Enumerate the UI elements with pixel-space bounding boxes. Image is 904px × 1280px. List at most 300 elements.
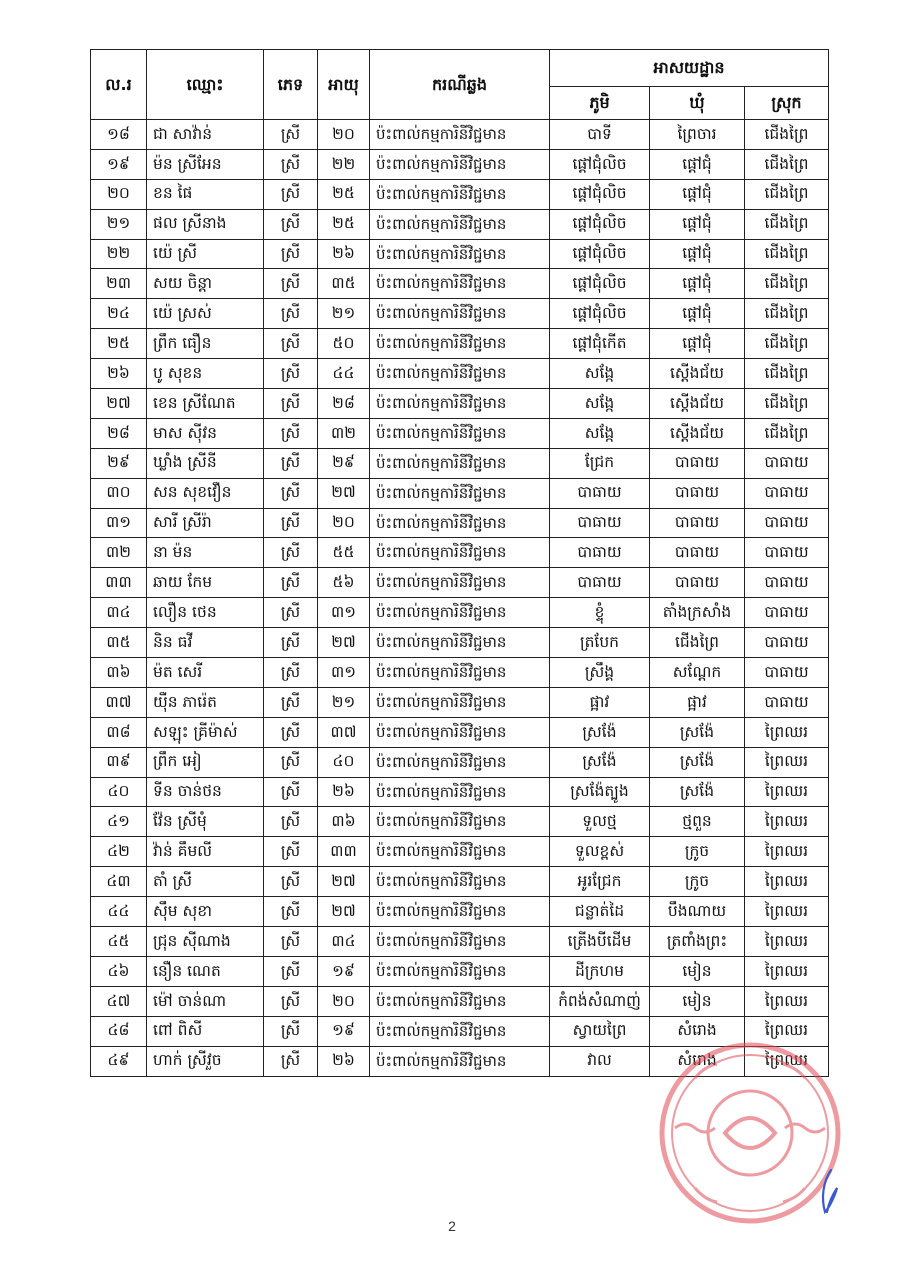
table-row — [91, 359, 829, 389]
cell-commune: ស្រង៉ែ — [650, 777, 745, 807]
cell-commune: សំរោង — [650, 1016, 745, 1046]
cell-case: ប៉ះពាល់កម្មការិនីវិជ្ជមាន — [370, 956, 550, 986]
cell-village: វាល — [550, 1046, 650, 1076]
cell-no: ១៨ — [91, 120, 147, 150]
cell-commune: បាធាយ — [650, 568, 745, 598]
cell-case: ប៉ះពាល់កម្មការិនីវិជ្ជមាន — [370, 747, 550, 777]
cell-village: ផ្តៅជុំកើត — [550, 329, 650, 359]
cell-name: ឃ្លាំង ស្រីនី — [147, 448, 264, 478]
table-row — [91, 1016, 829, 1046]
cell-commune: ផ្តៅជុំ — [650, 179, 745, 209]
cell-age: ៣៧ — [318, 717, 370, 747]
cell-village: សង្កែ — [550, 418, 650, 448]
cell-commune: សណ្តែក — [650, 658, 745, 688]
cell-sex: ស្រី — [264, 329, 318, 359]
cell-name: ហាក់ ស្រីវួច — [147, 1046, 264, 1076]
cell-commune: ស្រង៉ែ — [650, 747, 745, 777]
cell-no: ៤៦ — [91, 956, 147, 986]
cell-sex: ស្រី — [264, 717, 318, 747]
cell-district: បាធាយ — [745, 508, 829, 538]
cell-no: ៣៤ — [91, 598, 147, 628]
cell-sex: ស្រី — [264, 120, 318, 150]
cell-name: នឿន ណេត — [147, 956, 264, 986]
table-row — [91, 179, 829, 209]
cell-age: ១៩ — [318, 1016, 370, 1046]
cell-age: ២៩ — [318, 448, 370, 478]
cell-village: ទួលថ្ម — [550, 807, 650, 837]
cell-village: ដីក្រហម — [550, 956, 650, 986]
cell-sex: ស្រី — [264, 687, 318, 717]
table-row — [91, 777, 829, 807]
cell-name: ទីន ចាន់ថន — [147, 777, 264, 807]
cell-no: ៣០ — [91, 478, 147, 508]
cell-case: ប៉ះពាល់កម្មការិនីវិជ្ជមាន — [370, 687, 550, 717]
cell-case: ប៉ះពាល់កម្មការិនីវិជ្ជមាន — [370, 986, 550, 1016]
cell-no: ៣៦ — [91, 658, 147, 688]
cell-village: បាធាយ — [550, 508, 650, 538]
cell-no: ៣២ — [91, 538, 147, 568]
cell-no: ៤៩ — [91, 1046, 147, 1076]
cell-sex: ស្រី — [264, 209, 318, 239]
cell-name: នា ម៉ន — [147, 538, 264, 568]
cell-case: ប៉ះពាល់កម្មការិនីវិជ្ជមាន — [370, 777, 550, 807]
cell-no: ៣៧ — [91, 687, 147, 717]
cell-commune: ថ្មពួន — [650, 807, 745, 837]
cell-commune: ស្តើងជ័យ — [650, 359, 745, 389]
cell-district: ជើងព្រៃ — [745, 209, 829, 239]
header-village: ភូមិ — [550, 87, 650, 120]
cell-sex: ស្រី — [264, 628, 318, 658]
cell-commune: ស្តើងជ័យ — [650, 389, 745, 419]
cell-village: ជ្រែក — [550, 448, 650, 478]
cell-district: បាធាយ — [745, 568, 829, 598]
cell-district: ព្រៃឈរ — [745, 837, 829, 867]
table-row — [91, 389, 829, 419]
cell-sex: ស្រី — [264, 956, 318, 986]
cell-district: ជើងព្រៃ — [745, 269, 829, 299]
cell-case: ប៉ះពាល់កម្មការិនីវិជ្ជមាន — [370, 418, 550, 448]
cell-commune: ក្រូច — [650, 837, 745, 867]
cell-age: ២៧ — [318, 897, 370, 927]
cell-district: ជើងព្រៃ — [745, 389, 829, 419]
cell-age: ២៥ — [318, 179, 370, 209]
cell-district: ព្រៃឈរ — [745, 956, 829, 986]
cell-village: អូរជ្រែក — [550, 867, 650, 897]
cell-sex: ស្រី — [264, 777, 318, 807]
cell-village: បាធាយ — [550, 538, 650, 568]
cell-age: ៣១ — [318, 598, 370, 628]
cell-village: បាធាយ — [550, 478, 650, 508]
header-name: ឈ្មោះ — [147, 50, 264, 120]
cell-district: ជើងព្រៃ — [745, 179, 829, 209]
cell-district: ព្រៃឈរ — [745, 747, 829, 777]
cell-name: ពៅ ពិសី — [147, 1016, 264, 1046]
cell-name: យ៉ឺន ភារ៉េត — [147, 687, 264, 717]
cell-commune: ផ្តៅជុំ — [650, 239, 745, 269]
cell-name: ម៉ៅ ចាន់ណា — [147, 986, 264, 1016]
cell-district: បាធាយ — [745, 687, 829, 717]
cell-sex: ស្រី — [264, 179, 318, 209]
table-body — [91, 120, 829, 1077]
cell-case: ប៉ះពាល់កម្មការិនីវិជ្ជមាន — [370, 179, 550, 209]
table-row — [91, 1046, 829, 1076]
cell-district: ព្រៃឈរ — [745, 777, 829, 807]
cell-age: ២២ — [318, 149, 370, 179]
cell-name: តាំ ស្រី — [147, 867, 264, 897]
cell-commune: បឹងណាយ — [650, 897, 745, 927]
table-row — [91, 717, 829, 747]
cell-village: បាធាយ — [550, 568, 650, 598]
cell-commune: បាធាយ — [650, 508, 745, 538]
cell-case: ប៉ះពាល់កម្មការិនីវិជ្ជមាន — [370, 837, 550, 867]
cell-age: ២៦ — [318, 239, 370, 269]
cell-district: ជើងព្រៃ — [745, 329, 829, 359]
table-row — [91, 538, 829, 568]
cell-age: ៣១ — [318, 658, 370, 688]
cell-age: ៣២ — [318, 418, 370, 448]
cell-no: ២៤ — [91, 299, 147, 329]
cell-commune: ផ្តៅជុំ — [650, 209, 745, 239]
cell-sex: ស្រី — [264, 807, 318, 837]
cell-district: ជើងព្រៃ — [745, 120, 829, 150]
cell-village: កំពង់សំណាញ់ — [550, 986, 650, 1016]
cell-age: ៣៥ — [318, 269, 370, 299]
case-table — [90, 49, 829, 1077]
cell-name: ម៉ត សេរី — [147, 658, 264, 688]
cell-sex: ស្រី — [264, 149, 318, 179]
cell-village: ទួលខ្ពស់ — [550, 837, 650, 867]
cell-sex: ស្រី — [264, 897, 318, 927]
cell-sex: ស្រី — [264, 568, 318, 598]
cell-no: ៤១ — [91, 807, 147, 837]
table-row — [91, 239, 829, 269]
cell-no: ៣៨ — [91, 717, 147, 747]
cell-commune: បាធាយ — [650, 538, 745, 568]
cell-commune: ផ្តៅជុំ — [650, 149, 745, 179]
table-row — [91, 418, 829, 448]
cell-sex: ស្រី — [264, 359, 318, 389]
cell-age: ៣៣ — [318, 837, 370, 867]
cell-district: ជើងព្រៃ — [745, 418, 829, 448]
cell-no: ២០ — [91, 179, 147, 209]
cell-commune: សំរោង — [650, 1046, 745, 1076]
cell-age: ២១ — [318, 687, 370, 717]
header-commune: ឃុំ — [650, 87, 745, 120]
cell-case: ប៉ះពាល់កម្មការិនីវិជ្ជមាន — [370, 478, 550, 508]
cell-case: ប៉ះពាល់កម្មការិនីវិជ្ជមាន — [370, 867, 550, 897]
cell-name: សន សុខវឿន — [147, 478, 264, 508]
cell-no: ២៣ — [91, 269, 147, 299]
cell-commune: បាធាយ — [650, 448, 745, 478]
table-row — [91, 927, 829, 957]
cell-age: ៣៦ — [318, 807, 370, 837]
cell-case: ប៉ះពាល់កម្មការិនីវិជ្ជមាន — [370, 389, 550, 419]
cell-no: ៣៩ — [91, 747, 147, 777]
cell-no: ៣៥ — [91, 628, 147, 658]
cell-age: ២៨ — [318, 389, 370, 419]
cell-village: សង្កែ — [550, 389, 650, 419]
table-row — [91, 120, 829, 150]
table-row — [91, 149, 829, 179]
cell-age: ៥៥ — [318, 538, 370, 568]
cell-village: ត្របែក — [550, 628, 650, 658]
cell-sex: ស្រី — [264, 478, 318, 508]
cell-village: ផ្តៅជុំលិច — [550, 239, 650, 269]
cell-sex: ស្រី — [264, 747, 318, 777]
cell-case: ប៉ះពាល់កម្មការិនីវិជ្ជមាន — [370, 628, 550, 658]
table-row — [91, 897, 829, 927]
cell-case: ប៉ះពាល់កម្មការិនីវិជ្ជមាន — [370, 1046, 550, 1076]
cell-name: ឆាយ កែម — [147, 568, 264, 598]
cell-commune: ផ្តៅជុំ — [650, 269, 745, 299]
header-no: ល.រ — [91, 50, 147, 120]
cell-case: ប៉ះពាល់កម្មការិនីវិជ្ជមាន — [370, 658, 550, 688]
cell-village: ស្រង៉ែត្បូង — [550, 777, 650, 807]
cell-case: ប៉ះពាល់កម្មការិនីវិជ្ជមាន — [370, 120, 550, 150]
cell-no: ១៩ — [91, 149, 147, 179]
header-age: អាយុ — [318, 50, 370, 120]
cell-sex: ស្រី — [264, 837, 318, 867]
cell-sex: ស្រី — [264, 927, 318, 957]
cell-name: ស៊ឹម សុខា — [147, 897, 264, 927]
document-sheet — [90, 49, 828, 1077]
cell-case: ប៉ះពាល់កម្មការិនីវិជ្ជមាន — [370, 568, 550, 598]
cell-case: ប៉ះពាល់កម្មការិនីវិជ្ជមាន — [370, 239, 550, 269]
cell-name: សឡុះ គ្រីម៉ាស់ — [147, 717, 264, 747]
cell-no: ៤៨ — [91, 1016, 147, 1046]
cell-name: ខន ផៃ — [147, 179, 264, 209]
cell-name: មាស ស៊ីវន — [147, 418, 264, 448]
table-row — [91, 209, 829, 239]
cell-commune: ផ្តៅជុំ — [650, 299, 745, 329]
cell-name: និន ធវី — [147, 628, 264, 658]
cell-village: ជន្លាត់ដៃ — [550, 897, 650, 927]
cell-case: ប៉ះពាល់កម្មការិនីវិជ្ជមាន — [370, 269, 550, 299]
table-row — [91, 747, 829, 777]
table-row — [91, 299, 829, 329]
cell-no: ៣១ — [91, 508, 147, 538]
header-district: ស្រុក — [745, 87, 829, 120]
cell-case: ប៉ះពាល់កម្មការិនីវិជ្ជមាន — [370, 598, 550, 628]
cell-no: ៤៧ — [91, 986, 147, 1016]
cell-sex: ស្រី — [264, 269, 318, 299]
cell-case: ប៉ះពាល់កម្មការិនីវិជ្ជមាន — [370, 209, 550, 239]
cell-district: បាធាយ — [745, 658, 829, 688]
cell-commune: ក្រូច — [650, 867, 745, 897]
table-row — [91, 478, 829, 508]
cell-name: សយ ចិន្តា — [147, 269, 264, 299]
cell-name: លឿន ថេន — [147, 598, 264, 628]
cell-district: ព្រៃឈរ — [745, 986, 829, 1016]
cell-case: ប៉ះពាល់កម្មការិនីវិជ្ជមាន — [370, 1016, 550, 1046]
cell-district: ព្រៃឈរ — [745, 867, 829, 897]
cell-name: យ៉េ ស្រស់ — [147, 299, 264, 329]
cell-district: ជើងព្រៃ — [745, 149, 829, 179]
cell-no: ២៥ — [91, 329, 147, 359]
cell-no: ២៦ — [91, 359, 147, 389]
signature-icon — [817, 1168, 841, 1216]
cell-commune: តាំងក្រសាំង — [650, 598, 745, 628]
cell-district: បាធាយ — [745, 478, 829, 508]
cell-district: បាធាយ — [745, 448, 829, 478]
cell-village: ផ្តៅជុំលិច — [550, 149, 650, 179]
cell-case: ប៉ះពាល់កម្មការិនីវិជ្ជមាន — [370, 448, 550, 478]
cell-name: វ៉ាន់ គឹមលី — [147, 837, 264, 867]
cell-district: ជើងព្រៃ — [745, 299, 829, 329]
cell-district: បាធាយ — [745, 628, 829, 658]
cell-age: ៤៤ — [318, 359, 370, 389]
cell-name: ព្រឹក អៀ — [147, 747, 264, 777]
cell-sex: ស្រី — [264, 658, 318, 688]
table-row — [91, 956, 829, 986]
cell-no: ៤៥ — [91, 927, 147, 957]
table-row — [91, 807, 829, 837]
cell-name: ជា សាវ៉ាន់ — [147, 120, 264, 150]
cell-case: ប៉ះពាល់កម្មការិនីវិជ្ជមាន — [370, 897, 550, 927]
cell-sex: ស្រី — [264, 986, 318, 1016]
cell-no: ៤២ — [91, 837, 147, 867]
cell-sex: ស្រី — [264, 1016, 318, 1046]
table-row — [91, 329, 829, 359]
cell-district: ព្រៃឈរ — [745, 1046, 829, 1076]
cell-name: បូ សុខន — [147, 359, 264, 389]
cell-no: ២៩ — [91, 448, 147, 478]
cell-village: ត្រើងបីដើម — [550, 927, 650, 957]
table-row — [91, 687, 829, 717]
header-case: ករណីឆ្លង — [370, 50, 550, 120]
cell-commune: ព្រៃចារ — [650, 120, 745, 150]
cell-village: ស្វាយព្រៃ — [550, 1016, 650, 1046]
cell-no: ៤០ — [91, 777, 147, 807]
page-number: 2 — [448, 1218, 456, 1234]
cell-no: ២៧ — [91, 389, 147, 419]
cell-age: ២០ — [318, 508, 370, 538]
cell-sex: ស្រី — [264, 448, 318, 478]
cell-age: ២៦ — [318, 777, 370, 807]
cell-village: ផ្អាវ — [550, 687, 650, 717]
cell-sex: ស្រី — [264, 538, 318, 568]
cell-commune: ផ្តៅជុំ — [650, 329, 745, 359]
cell-age: ២៥ — [318, 209, 370, 239]
cell-district: ព្រៃឈរ — [745, 897, 829, 927]
cell-no: ៣៣ — [91, 568, 147, 598]
cell-case: ប៉ះពាល់កម្មការិនីវិជ្ជមាន — [370, 807, 550, 837]
cell-case: ប៉ះពាល់កម្មការិនីវិជ្ជមាន — [370, 927, 550, 957]
cell-no: ២១ — [91, 209, 147, 239]
cell-district: ព្រៃឈរ — [745, 927, 829, 957]
cell-commune: ស្រង៉ែ — [650, 717, 745, 747]
cell-commune: បាធាយ — [650, 478, 745, 508]
cell-commune: ជើងព្រៃ — [650, 628, 745, 658]
header-address: អាសយដ្ឋាន — [550, 50, 829, 87]
table-row — [91, 986, 829, 1016]
cell-name: ជ្រុន ស៊ីណាង — [147, 927, 264, 957]
cell-village: ផ្តៅជុំលិច — [550, 179, 650, 209]
cell-sex: ស្រី — [264, 598, 318, 628]
cell-no: ២៨ — [91, 418, 147, 448]
cell-case: ប៉ះពាល់កម្មការិនីវិជ្ជមាន — [370, 359, 550, 389]
table-row — [91, 448, 829, 478]
cell-commune: ផ្អាវ — [650, 687, 745, 717]
table-row — [91, 658, 829, 688]
cell-case: ប៉ះពាល់កម្មការិនីវិជ្ជមាន — [370, 508, 550, 538]
cell-age: ៥០ — [318, 329, 370, 359]
cell-sex: ស្រី — [264, 418, 318, 448]
cell-name: ខេន ស្រីណែត — [147, 389, 264, 419]
table-row — [91, 628, 829, 658]
cell-no: ៤៣ — [91, 867, 147, 897]
cell-age: ៣៤ — [318, 927, 370, 957]
cell-no: ៤៤ — [91, 897, 147, 927]
cell-name: ផល ស្រីនាង — [147, 209, 264, 239]
cell-commune: ត្រពាំងព្រះ — [650, 927, 745, 957]
cell-district: បាធាយ — [745, 538, 829, 568]
cell-district: ជើងព្រៃ — [745, 359, 829, 389]
cell-case: ប៉ះពាល់កម្មការិនីវិជ្ជមាន — [370, 717, 550, 747]
cell-village: ផ្តៅជុំលិច — [550, 269, 650, 299]
cell-village: ផ្តៅជុំលិច — [550, 209, 650, 239]
table-header — [91, 50, 829, 120]
cell-age: ១៩ — [318, 956, 370, 986]
cell-age: ៥៦ — [318, 568, 370, 598]
cell-name: សារី ស្រីរ៉ា — [147, 508, 264, 538]
cell-district: ព្រៃឈរ — [745, 1016, 829, 1046]
cell-village: ស្រង៉ែ — [550, 717, 650, 747]
cell-commune: ស្តើងជ័យ — [650, 418, 745, 448]
cell-village: ផ្តៅជុំលិច — [550, 299, 650, 329]
cell-district: បាធាយ — [745, 598, 829, 628]
cell-district: ជើងព្រៃ — [745, 239, 829, 269]
cell-village: ខ្ទុំ — [550, 598, 650, 628]
cell-age: ២៧ — [318, 628, 370, 658]
cell-age: ២៧ — [318, 867, 370, 897]
cell-sex: ស្រី — [264, 389, 318, 419]
cell-sex: ស្រី — [264, 867, 318, 897]
cell-sex: ស្រី — [264, 299, 318, 329]
cell-case: ប៉ះពាល់កម្មការិនីវិជ្ជមាន — [370, 149, 550, 179]
cell-name: ព្រឹក ធឿន — [147, 329, 264, 359]
cell-age: ២០ — [318, 120, 370, 150]
table-row — [91, 508, 829, 538]
header-sex: ភេទ — [264, 50, 318, 120]
cell-village: សង្កែ — [550, 359, 650, 389]
table-row — [91, 568, 829, 598]
cell-district: ព្រៃឈរ — [745, 717, 829, 747]
cell-commune: មៀន — [650, 956, 745, 986]
cell-no: ២២ — [91, 239, 147, 269]
cell-age: ២១ — [318, 299, 370, 329]
table-row — [91, 837, 829, 867]
cell-age: ២៧ — [318, 478, 370, 508]
cell-case: ប៉ះពាល់កម្មការិនីវិជ្ជមាន — [370, 299, 550, 329]
cell-name: យ៉េ ស្រី — [147, 239, 264, 269]
cell-sex: ស្រី — [264, 239, 318, 269]
table-row — [91, 598, 829, 628]
cell-age: ២៦ — [318, 1046, 370, 1076]
cell-district: ព្រៃឈរ — [745, 807, 829, 837]
cell-sex: ស្រី — [264, 1046, 318, 1076]
cell-commune: មៀន — [650, 986, 745, 1016]
table-row — [91, 867, 829, 897]
cell-name: ម៉ន ស្រីអែន — [147, 149, 264, 179]
cell-case: ប៉ះពាល់កម្មការិនីវិជ្ជមាន — [370, 329, 550, 359]
cell-case: ប៉ះពាល់កម្មការិនីវិជ្ជមាន — [370, 538, 550, 568]
table-row — [91, 269, 829, 299]
cell-name: វ៉ែន ស្រីមុំ — [147, 807, 264, 837]
cell-village: ស្រឹង្គ — [550, 658, 650, 688]
cell-village: ស្រង៉ែ — [550, 747, 650, 777]
cell-village: បាទី — [550, 120, 650, 150]
